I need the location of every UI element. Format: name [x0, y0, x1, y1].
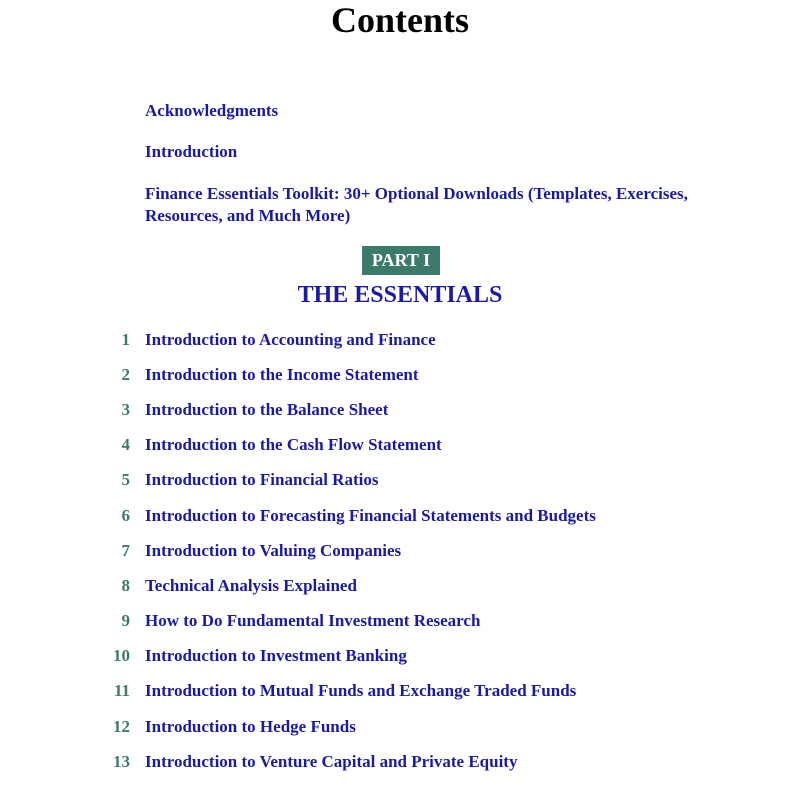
toc-link-acknowledgments[interactable]: Acknowledgments	[145, 101, 279, 120]
chapter-number: 8	[121, 576, 130, 595]
chapter-link[interactable]: Introduction to the Cash Flow Statement	[145, 435, 442, 454]
chapter-link[interactable]: Introduction to the Income Statement	[145, 365, 419, 384]
chapter-link[interactable]: Introduction to the Balance Sheet	[145, 400, 389, 419]
chapter-number: 11	[113, 681, 130, 700]
part-title: THE ESSENTIALS	[297, 282, 503, 308]
chapter-link[interactable]: Introduction to Financial Ratios	[145, 470, 379, 489]
chapter-link[interactable]: Introduction to Investment Banking	[145, 646, 407, 665]
chapter-number: 13	[113, 752, 130, 771]
chapter-entry-13	[0, 750, 800, 774]
toc-link-introduction[interactable]: Introduction	[145, 142, 238, 161]
chapter-number: 5	[121, 470, 130, 489]
chapter-number: 3	[121, 400, 130, 419]
chapter-number: 2	[121, 365, 130, 384]
chapter-entry-6	[0, 504, 800, 528]
chapter-entry-11	[0, 679, 800, 703]
chapter-number: 1	[121, 330, 130, 349]
chapter-entry-10	[0, 644, 800, 668]
chapter-entry-4	[0, 433, 800, 457]
chapter-entry-3	[0, 398, 800, 422]
chapter-number: 4	[121, 435, 130, 454]
chapter-link[interactable]: Introduction to Mutual Funds and Exchange Traded Funds	[145, 681, 577, 700]
part-label-badge: PART I	[362, 246, 440, 275]
chapter-link[interactable]: Introduction to Accounting and Finance	[145, 330, 436, 349]
chapter-link[interactable]: Introduction to Venture Capital and Private Equity	[145, 752, 518, 771]
chapter-number: 12	[113, 717, 130, 736]
chapter-entry-12	[0, 715, 800, 739]
page-title: Contents	[330, 0, 469, 40]
chapter-link[interactable]: Introduction to Hedge Funds	[145, 717, 356, 736]
chapter-entry-7	[0, 539, 800, 563]
chapter-link[interactable]: Introduction to Valuing Companies	[145, 541, 402, 560]
chapter-link[interactable]: How to Do Fundamental Investment Research	[145, 611, 481, 630]
chapter-entry-8	[0, 574, 800, 598]
chapter-link[interactable]: Introduction to Forecasting Financial Statements and Budgets	[145, 506, 596, 525]
chapter-entry-1	[0, 328, 800, 352]
chapter-entry-2	[0, 363, 800, 387]
chapter-number: 6	[121, 506, 130, 525]
chapter-number: 9	[121, 611, 130, 630]
chapter-link[interactable]: Technical Analysis Explained	[145, 576, 357, 595]
toc-link-finance-essentials-toolkit[interactable]: Finance Essentials Toolkit: 30+ Optional Downloads (Templates, Exercises, Resources, and Much More)	[145, 184, 688, 225]
chapter-entry-5	[0, 468, 800, 492]
chapter-entry-9	[0, 609, 800, 633]
chapter-number: 10	[113, 646, 130, 665]
chapter-number: 7	[121, 541, 130, 560]
